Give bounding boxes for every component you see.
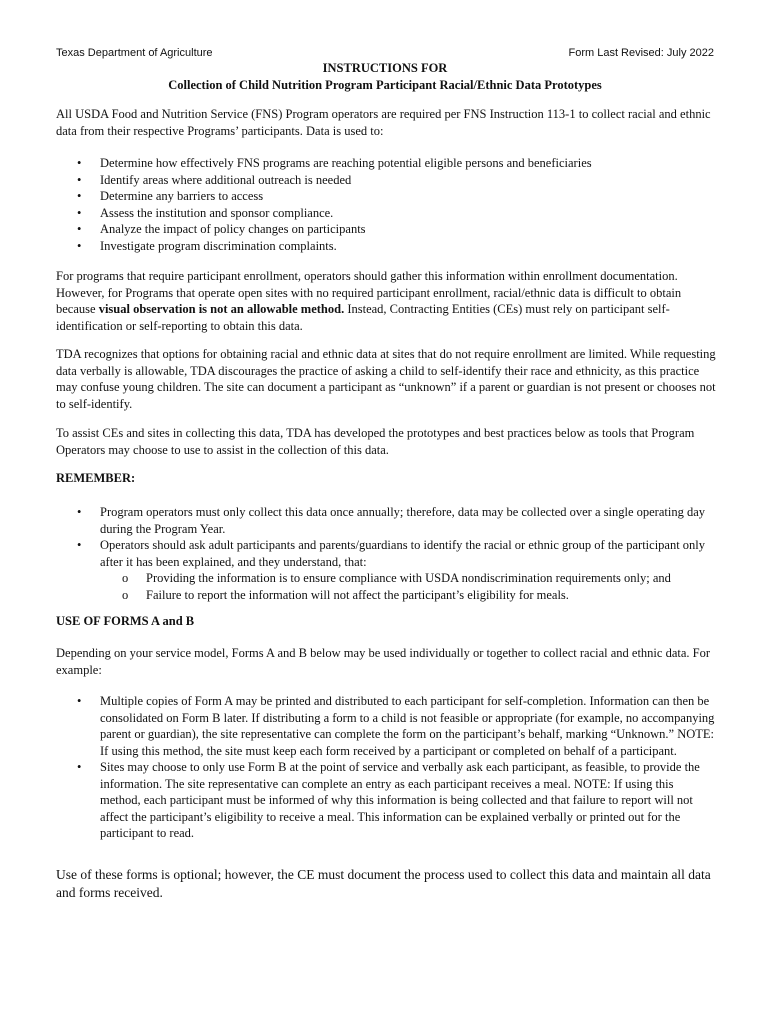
bullet-icon: • [77,222,82,236]
bullet-icon: • [77,156,82,170]
sub-list [100,570,716,603]
revision-date: Form Last Revised: July 2022 [568,47,714,59]
remember-heading: REMEMBER: [56,471,136,485]
list-item: • Determine how effectively FNS programs are reaching potential eligible persons and beneficiaries [77,156,592,170]
intro-paragraph: All USDA Food and Nutrition Service (FNS) Program operators are required per FNS Instruction 113-1 to collect racial and ethnic data from their respective Programs’ participants. Data is used to: [56,107,711,138]
sub-list-item: o Providing the information is to ensure compliance with USDA nondiscrimination requirements only; and [122,571,671,585]
options-paragraph: TDA recognizes that options for obtaining racial and ethnic data at sites that do not require enrollment are limited. While requesting data verbally is allowable, TDA discourages the practice of asking a child to self-identify their race and ethnicity, as this practice may confuse young children. The site can document a participant as “unknown” if a parent or guardian is not present or chooses not to self-identify. [56,347,716,411]
remember-list [56,504,716,603]
document-subtitle: Collection of Child Nutrition Program Participant Racial/Ethnic Data Prototypes [168,78,602,92]
use-of-forms-intro: Depending on your service model, Forms A and B below may be used individually or together to collect racial and ethnic data. For example: [56,646,711,677]
circle-bullet-icon: o [122,571,129,585]
enrollment-paragraph: For programs that require participant enrollment, operators should gather this information within enrollment documentation. However, for Programs that operate open sites with no required participant enrollment, racial/ethnic data is difficult to obtain because visual observation is not an allowable method. Instead, Contracting Entities (CEs) must rely on participant self-identification or self-reporting to obtain this data. [56,269,682,333]
bullet-icon: • [77,760,82,774]
bullet-icon: • [77,172,82,187]
use-of-forms-heading: USE OF FORMS A and B [56,614,195,628]
document-title: INSTRUCTIONS FOR [322,61,448,75]
list-item: • Assess the institution and sponsor compliance. [77,205,334,220]
bullet-icon: • [77,205,82,220]
bullet-icon: • [77,238,82,253]
bullet-icon: • [77,189,82,203]
list-item: • Determine any barriers to access [77,189,264,203]
closing-paragraph: Use of these forms is optional; however, the CE must document the process used to collect this data and maintain all data and forms received. [56,867,711,900]
list-item: • Investigate program discrimination complaints. [77,238,337,253]
bullet-icon: • [77,505,82,519]
emphasis-text: visual observation is not an allowable method. [98,302,345,316]
list-item: • Analyze the impact of policy changes on participants [77,222,366,236]
list-item: • Operators should ask adult participants and parents/guardians to identify the racial or ethnic group of the participant only after it has been explained, and they understand, that: o Providing the information is to ensure compliance with USDA nondiscrimination requirements only; and o Failure to report the information will not affect the participant’s eligibility for meals. [56,537,716,603]
sub-list-item: o Failure to report the information will not affect the participant’s eligibility for meals. [122,587,569,602]
circle-bullet-icon: o [122,587,129,602]
list-item: • Multiple copies of Form A may be printed and distributed to each participant for self-completion. Information can then be consolidated on Form B later. If distributing a form to a child is not feasible or appropriate (for example, no accompanying parent or guardian), the site representative can complete the form on the participant’s behalf, marking “Unknown.” NOTE: If using this method, the site must keep each form received by a participant or completed on behalf of a participant. [77,694,715,758]
bullet-icon: • [77,538,82,552]
list-item: • Program operators must only collect this data once annually; therefore, data may be collected over a single operating day during the Program Year. [77,505,705,536]
purpose-list [56,155,716,254]
list-item: • Identify areas where additional outreach is needed [77,172,352,187]
list-item: • Sites may choose to only use Form B at the point of service and verbally ask each participant, as feasible, to provide the information. The site representative can complete an entry as each participant receives a meal. NOTE: If using this method, each participant must be informed of why this information is being collected and that failure to report will not affect the participant’s eligibility to receive a meal. This information can be explained verbally or printed out for the participant to read. [77,760,700,840]
use-of-forms-list [56,693,716,842]
bullet-icon: • [77,694,82,708]
assist-paragraph: To assist CEs and sites in collecting this data, TDA has developed the prototypes and best practices below as tools that Program Operators may choose to use to assist in the collection of this data. [56,426,695,457]
agency-name: Texas Department of Agriculture [56,47,213,59]
